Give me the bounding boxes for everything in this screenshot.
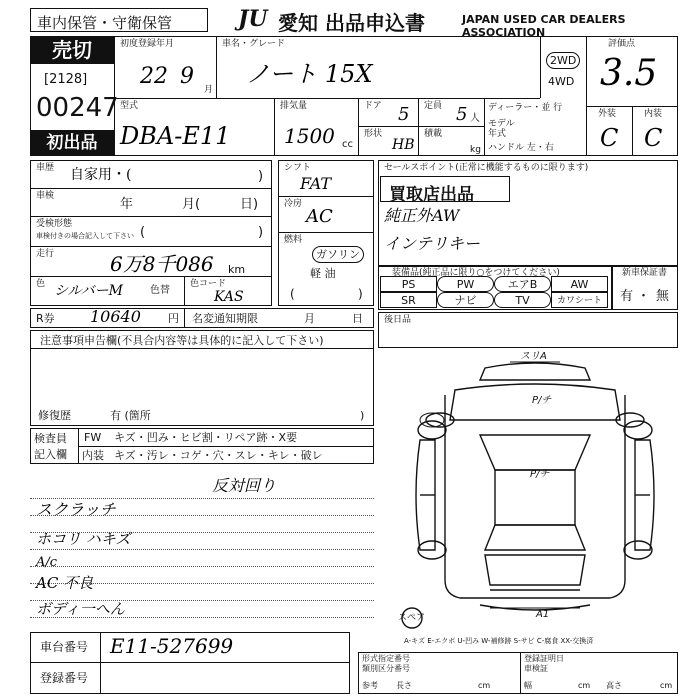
- reg-label: 初度登録年月: [120, 39, 175, 49]
- hw-note-6: ボディ一へん: [36, 600, 125, 618]
- reg-month: 9: [180, 64, 194, 89]
- model-value: DBA-E11: [120, 122, 231, 150]
- equipment-item: AW: [551, 276, 608, 292]
- color-code: KAS: [214, 289, 244, 305]
- equipment-item: ナビ: [437, 292, 494, 308]
- diagram-legend: A-キズ E-エクボ U-凹み W-補修跡 S-サビ C-腐食 XX-交換済: [404, 637, 594, 645]
- grade-int: C: [644, 124, 663, 152]
- spec-l3: 参考: [362, 681, 378, 690]
- equipment-item: PW: [437, 276, 494, 292]
- sales-badge: 買取店出品: [380, 176, 510, 202]
- grade-ext: C: [600, 124, 619, 152]
- hw-note-3: ホコリ ハキズ: [36, 530, 131, 548]
- fuel-close: ): [358, 287, 363, 301]
- reg-year: 22: [140, 64, 168, 89]
- grade-int-label: 内装: [644, 109, 663, 119]
- storage-label: 車内保管・守衛保管: [37, 14, 173, 32]
- dealer-4: ハンドル 左・右: [488, 143, 554, 153]
- sold-badge: 売切: [30, 36, 114, 64]
- capacity-value: 5: [456, 104, 468, 125]
- code-number: [2128]: [44, 72, 88, 87]
- capacity-unit: 人: [470, 113, 480, 124]
- inspection-day: 日): [240, 197, 259, 212]
- fuel-light: 軽 油: [310, 267, 336, 280]
- mileage-unit: km: [228, 263, 246, 276]
- notice-day: 日: [352, 312, 363, 325]
- diagram-mark-2: P/チ: [530, 469, 550, 480]
- repair-value: 有 (箇所: [110, 409, 151, 422]
- inspection-month: 月(: [182, 197, 201, 212]
- inspector-row1: キズ・凹み・ヒビ割・リペア跡・X要: [114, 431, 298, 444]
- after-block: [378, 312, 678, 348]
- inspector-row2-label: 内装: [82, 449, 104, 462]
- history-value: 自家用・(: [70, 167, 132, 183]
- plate-label: 登録番号: [40, 671, 89, 685]
- spec-cm-1: cm: [478, 681, 491, 690]
- grade-label: 評価点: [608, 39, 636, 49]
- first-listing-badge: 初出品: [30, 130, 114, 156]
- writing-line: [30, 566, 374, 567]
- sales-line-1: 純正外AW: [384, 206, 460, 225]
- inspection-year: 年: [120, 197, 134, 212]
- warranty-yes: 有: [620, 289, 634, 304]
- equipment-item: TV: [494, 292, 551, 308]
- inspector-row2: キズ・汚レ・コゲ・穴・スレ・キレ・破レ: [114, 449, 323, 462]
- recycle-label: R券: [36, 312, 55, 325]
- color-value: シルバーM: [54, 283, 124, 299]
- diagram-front-mark: A1: [536, 609, 550, 620]
- fuel-paren: (: [290, 287, 295, 301]
- car-damage-diagram: [400, 350, 670, 630]
- after-label: 後日品: [384, 315, 412, 325]
- drive-4wd: 4WD: [548, 75, 575, 88]
- recycle-unit: 円: [168, 312, 179, 325]
- recycle-value: 10640: [90, 307, 141, 326]
- carname-label: 車名・グレード: [222, 39, 286, 49]
- shift-value: FAT: [300, 174, 332, 193]
- dealer-1: ディーラー・並 行: [488, 103, 563, 113]
- shift-label: シフト: [284, 163, 312, 173]
- color-code-label: 色コード: [190, 279, 227, 289]
- chassis-value: E11-527699: [110, 634, 234, 658]
- notice-label: 名変通知期限: [192, 312, 258, 325]
- color-label: 色: [36, 279, 46, 289]
- spec-r1: 登録証明日: [524, 654, 564, 663]
- spec-hgt: 高さ: [606, 681, 622, 690]
- equipment-item: カワシート: [551, 292, 608, 308]
- chassis-label: 車台番号: [40, 640, 89, 654]
- grade-value: 3.5: [600, 53, 658, 94]
- spec-l2: 類別区分番号: [362, 664, 410, 673]
- disp-value: 1500: [284, 124, 335, 148]
- warranty-no: 無: [656, 289, 670, 304]
- hw-note-5: AC 不良: [36, 574, 94, 592]
- repair-close: ): [360, 409, 365, 422]
- aircon-value: AC: [306, 206, 333, 227]
- equipment-item: SR: [380, 292, 437, 308]
- storage-box: [30, 8, 208, 32]
- diagram-mark-1: P/チ: [532, 395, 552, 406]
- spec-len: 長さ: [396, 681, 412, 690]
- spec-r2: 車検証: [524, 664, 548, 673]
- load-unit: kg: [470, 145, 481, 155]
- form-title: 愛知 出品申込書: [278, 11, 425, 35]
- mileage-label: 走行: [36, 249, 55, 259]
- history-close: ): [258, 169, 264, 184]
- accept-paren: (: [140, 225, 146, 240]
- load-label: 積載: [424, 129, 443, 139]
- spec-cm-3: cm: [660, 681, 673, 690]
- sales-line-2: インテリキー: [384, 234, 481, 253]
- spec-l1: 形式指定番号: [362, 654, 410, 663]
- reg-month-unit: 月: [204, 85, 214, 95]
- warranty-dot: ・: [637, 289, 651, 304]
- equipment-item: PS: [380, 276, 437, 292]
- color-change-label: 色替: [150, 285, 170, 296]
- model-label: 型式: [120, 101, 139, 111]
- history-label: 車歴: [36, 163, 55, 173]
- hw-note-4: A/c: [36, 555, 58, 570]
- form-title-en: JAPAN USED CAR DEALERS ASSOCIATION: [462, 13, 626, 39]
- hw-note-1: 反対回り: [212, 476, 277, 495]
- fuel-label: 燃料: [284, 235, 303, 245]
- lot-number: 00247: [36, 93, 119, 123]
- disp-label: 排気量: [280, 101, 308, 111]
- spec-cm-2: cm: [578, 681, 591, 690]
- mileage-value: 6万8千086: [110, 252, 214, 276]
- accept-close: ): [258, 225, 264, 240]
- fuel-gas: ガソリン: [312, 246, 364, 263]
- writing-line: [30, 498, 374, 499]
- carname-value: ノート 15X: [246, 60, 373, 88]
- warranty-label: 新車保証書: [622, 268, 668, 278]
- grade-ext-label: 外装: [598, 109, 617, 119]
- dealer-2: モデル: [488, 119, 515, 129]
- shape-label: 形状: [364, 129, 383, 139]
- inspector-label-1: 検査員: [34, 432, 67, 445]
- spec-wid: 幅: [524, 681, 532, 690]
- accept-label: 受検形態: [36, 219, 73, 229]
- capacity-label: 定員: [424, 101, 443, 111]
- sales-label: セールスポイント(正常に機能するものに限ります): [384, 163, 589, 173]
- shape-value: HB: [392, 137, 415, 153]
- dealer-3: 年式: [488, 129, 507, 139]
- writing-line: [30, 549, 374, 550]
- notes-label: 注意事項申告欄(不具合内容等は具体的に記入して下さい): [40, 334, 324, 347]
- equipment-label: 装備品(純正品に限り○をつけてください): [392, 268, 560, 278]
- inspection-label: 車検: [36, 191, 55, 201]
- door-label: ドア: [364, 101, 382, 111]
- notice-month: 月: [304, 312, 315, 325]
- door-value: 5: [398, 104, 410, 125]
- equipment-item: エアB: [494, 276, 551, 292]
- diagram-top-mark: スリA: [520, 351, 547, 362]
- inspector-row1-label: FW: [84, 431, 102, 444]
- disp-unit: cc: [342, 139, 353, 150]
- repair-label: 修復歴: [38, 409, 71, 422]
- ju-logo: JU: [238, 6, 268, 32]
- drive-2wd: 2WD: [546, 52, 580, 69]
- aircon-label: 冷房: [284, 199, 303, 209]
- accept-sub: 車検付きの場合記入して下さい: [36, 232, 134, 240]
- inspector-label-2: 記入欄: [34, 448, 67, 461]
- spare-label: スペア: [398, 613, 426, 623]
- hw-note-2: スクラッチ: [36, 500, 116, 519]
